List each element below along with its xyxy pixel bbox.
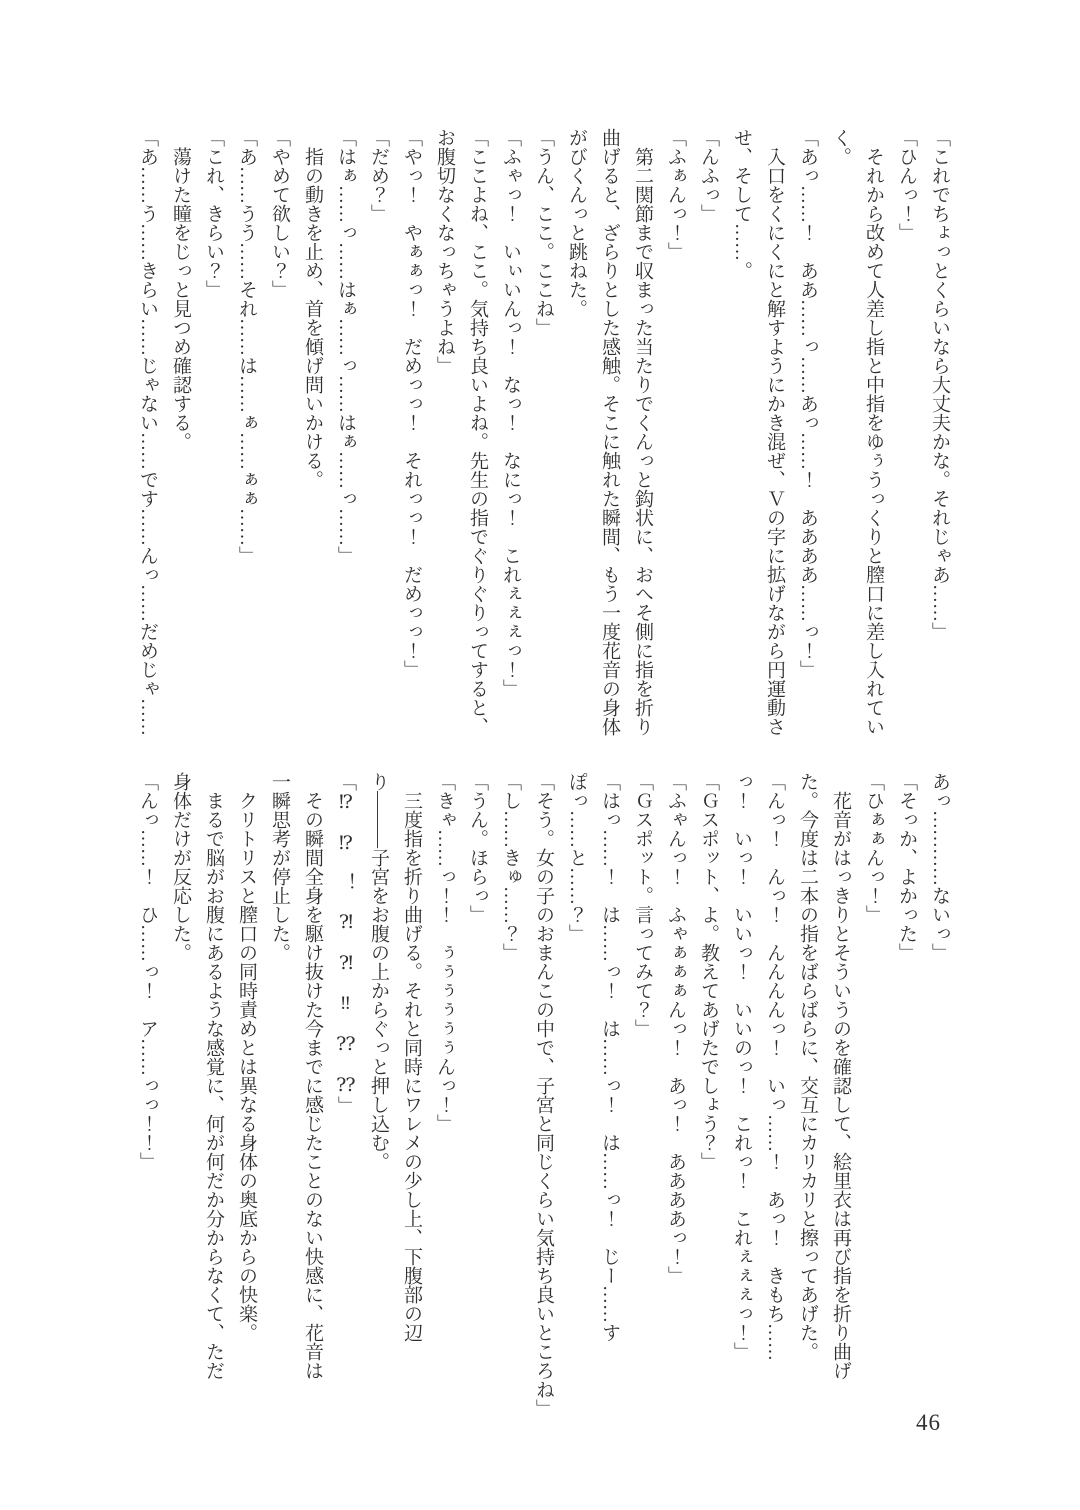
text-column: 「あっ……！ ああ……っ……あっ……！ ああああ……っ！」 [797, 128, 818, 679]
text-column: あっ…………ないっ」 [929, 772, 950, 962]
text-column: 「あ……うう……それ……は……ぁ……ぁぁ……」 [236, 128, 257, 565]
text-column: 「んっ！ んっ！ んんんんっ！ いっ……！ あっ！ きもち…… [764, 772, 785, 1361]
page-number: 46 [916, 1410, 941, 1435]
text-column: 「ここよね、ここ。気持ち良いよね。先生の指でぐりぐりってすると、 [467, 128, 488, 736]
text-column: 曲げると、ざらりとした感触。そこに触れた瞬間、もう一度花音の身体 [599, 128, 620, 736]
text-column: 「はぁ……っ……はぁ……っ……はぁ……っ……」 [335, 128, 356, 565]
text-column: 「これ、きらい？」 [203, 128, 224, 299]
text-column: 「Ｇスポット。言ってみて？」 [632, 772, 653, 1038]
text-column: 「ひぁぁんっ！」 [863, 772, 884, 924]
text-column: 入口をくにくにと解すようにかき混ぜ、Ｖの字に拡げながら円運動さ [764, 128, 785, 736]
text-column: り―――子宮をお腹の上からぐっと押し込む。 [368, 772, 389, 1171]
text-column: せ、そして……。 [731, 128, 752, 280]
text-column: 指の動きを止め、首を傾げ問いかける。 [302, 128, 323, 489]
text-column: 「ふゃんっ！ ふゃぁぁぁんっ！ あっ！ ああああっ！」 [665, 772, 686, 1285]
text-column: 「そう。女の子のおまんこの中で、子宮と同じくらい気持ち良いところね」 [533, 772, 554, 1418]
text-column: 身体だけが反応した。 [170, 772, 191, 962]
text-column: 「きゃ……っ！！ ぅぅぅぅぅぅんっ！」 [434, 772, 455, 1133]
text-column: 「ふぁんっ！」 [665, 128, 686, 261]
text-column: 花音がはっきりとそういうのを確認して、絵里衣は再び指を折り曲げ [830, 772, 851, 1380]
text-column: まるで脳がお腹にあるような感覚に、何が何だか分からなくて、ただ [203, 772, 224, 1380]
text-column: っ！ いっ！ いいっ！ いいのっ！ これっ！ これぇぇぇっ！」 [731, 772, 752, 1361]
text-column: 「んっ……！ ひ……っ！ ア……っっ！！」 [137, 772, 158, 1171]
text-column: お腹切なくなっちゃうよね」 [434, 128, 455, 375]
text-column: 「そっか、よかった」 [896, 772, 917, 962]
text-column: その瞬間全身を駆け抜けた今までに感じたことのない快感に、花音は [302, 772, 323, 1380]
text-column: 「あ……う……きらい……じゃない……です……んっ……だめじゃ…… [137, 128, 158, 736]
text-column: 「うん、ここ。ここね」 [533, 128, 554, 337]
text-column: 「⁉ ⁉ ！ ⁈ ⁈ ‼ ⁇ ⁇」 [335, 772, 356, 1115]
text-column: 蕩けた瞳をじっと見つめ確認する。 [170, 128, 191, 451]
text-column: がびくんっと跳ねた。 [566, 128, 587, 318]
top-text-block [131, 128, 956, 756]
text-column: 「ふゃっ！ いぃいんっ！ なっ！ なにっ！ これぇぇぇっ！」 [500, 128, 521, 698]
bottom-text-block [131, 772, 956, 1418]
text-column: クリトリスと膣口の同時責めとは異なる身体の奥底からの快楽。 [236, 772, 257, 1342]
text-column: 「うん。ほらっ」 [467, 772, 488, 924]
text-column: 一瞬思考が停止した。 [269, 772, 290, 962]
text-column: 「だめ？」 [368, 128, 389, 223]
text-column: 「し……きゅ……？」 [500, 772, 521, 962]
text-column: 三度指を折り曲げる。それと同時にワレメの少し上、下腹部の辺 [401, 772, 422, 1342]
text-column: 「やめて欲しい？」 [269, 128, 290, 299]
text-column: 第二関節まで収まった当たりでくんっと鈎状に、おへそ側に指を折り [632, 128, 653, 736]
text-column: く。 [830, 128, 851, 166]
text-column: 「ひんっ！」 [896, 128, 917, 242]
text-column: 「これでちょっとくらいなら大丈夫かな。それじゃあ……」 [929, 128, 950, 641]
text-column: ぽっ……と……？」 [566, 772, 587, 943]
text-column: それから改めて人差し指と中指をゆぅうっくりと膣口に差し入れてい [863, 128, 884, 736]
text-column: 「はっ……！ は……っ！ は……っ！ は……っ！ じー……す [599, 772, 620, 1342]
text-column: 「んふっ」 [698, 128, 719, 223]
text-column: 「やっ！ やぁぁっ！ だめっっ！ それっっ！ だめっっ！」 [401, 128, 422, 679]
text-column: 「Ｇスポット、よ。教えてあげたでしょう？」 [698, 772, 719, 1171]
text-column: た。今度は二本の指をばらばらに、交互にカリカリと擦ってあげた。 [797, 772, 818, 1361]
